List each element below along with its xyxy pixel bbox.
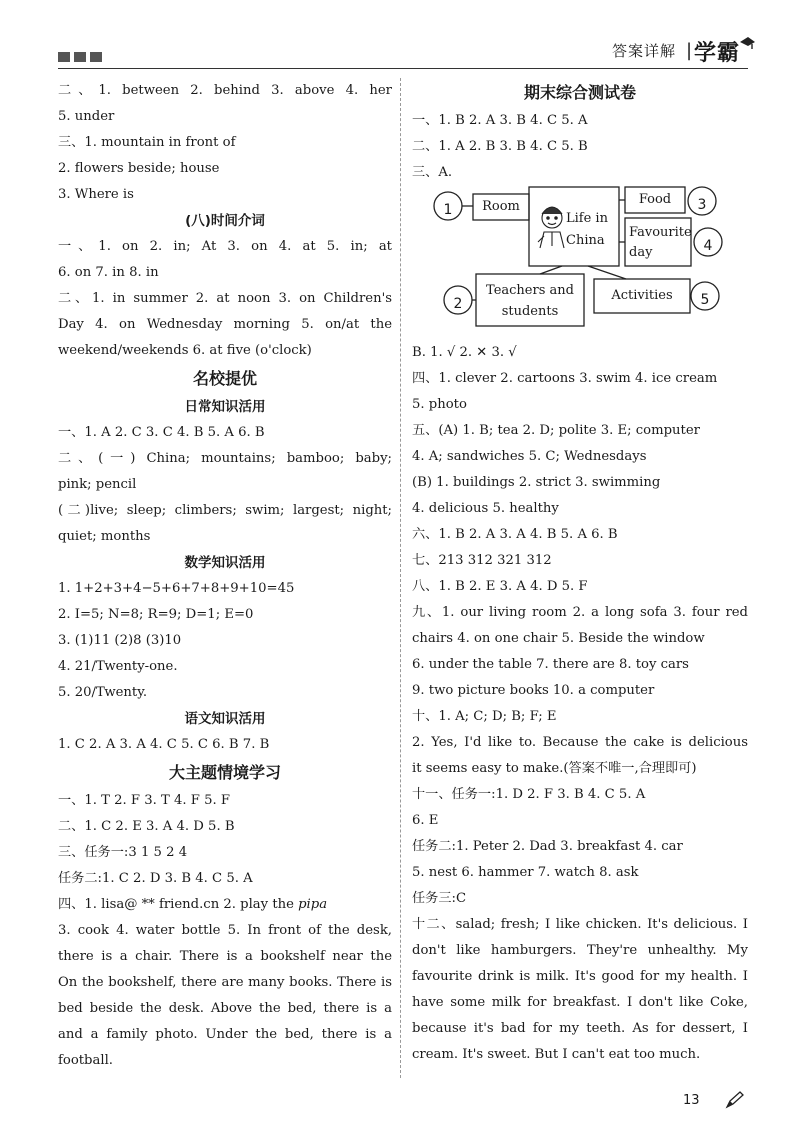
- answer-line: 一、1. A 2. C 3. C 4. B 5. A 6. B: [58, 425, 265, 440]
- answer-line: 十、1. A; C; D; B; F; E: [412, 709, 557, 724]
- header-section-label: 答案详解: [612, 42, 677, 60]
- answer-line: don't like hamburgers. They're unhealthy. My: [412, 943, 748, 958]
- pen-icon: [724, 1090, 746, 1110]
- answer-line: 十一、任务一:1. D 2. F 3. B 4. C 5. A: [412, 787, 646, 802]
- answer-line: 任务二:1. C 2. D 3. B 4. C 5. A: [58, 871, 253, 886]
- boy-icon: [538, 207, 564, 248]
- answer-line: 一、1. on 2. in; At 3. on 4. at 5. in; at: [58, 239, 392, 254]
- answer-line: 4. A; sandwiches 5. C; Wednesdays: [412, 449, 647, 464]
- section-heading: (八)时间介词: [185, 213, 265, 229]
- italic-word: pipa: [298, 897, 328, 912]
- answer-line: 3. (1)11 (2)8 (3)10: [58, 633, 182, 648]
- answer-line: On the bookshelf, there are many books. There is: [58, 975, 392, 990]
- answer-line: 三、任务一:3 1 5 2 4: [58, 845, 188, 860]
- circle-number: 1: [443, 202, 453, 218]
- section-heading: 日常知识活用: [184, 399, 266, 415]
- answer-line: 四、1. clever 2. cartoons 3. swim 4. ice cream: [412, 371, 718, 386]
- answer-line: [58, 892, 392, 918]
- circle-number: 4: [703, 238, 713, 254]
- brand-logo: 学霸: [694, 41, 741, 66]
- answer-line: chairs 4. on one chair 5. Beside the window: [412, 631, 705, 646]
- circle-number: 3: [697, 197, 707, 213]
- answer-line: 六、1. B 2. A 3. A 4. B 5. A 6. B: [412, 527, 618, 542]
- answer-line: 一、1. B 2. A 3. B 4. C 5. A: [412, 113, 588, 128]
- answer-line: and a family photo. Under the bed, there is a: [58, 1027, 392, 1042]
- mind-map-diagram: [412, 186, 748, 340]
- section-title: 名校提优: [192, 369, 257, 388]
- favourite-day-box: Favourite day: [629, 225, 692, 260]
- answer-line: B. 1. √ 2. ✕ 3. √: [412, 345, 517, 360]
- answer-line: (二)live; sleep; climbers; swim; largest; night;: [58, 503, 392, 518]
- answer-line: 2. flowers beside; house: [58, 161, 220, 176]
- answer-line: football.: [58, 1053, 113, 1068]
- answer-line: bed beside the desk. Above the bed, there is a: [58, 1001, 392, 1016]
- answer-line: 十二、salad; fresh; I like chicken. It's delicious. I: [412, 917, 748, 932]
- right-column: [412, 78, 748, 1068]
- answer-line: 任务三:C: [412, 891, 467, 906]
- answer-line: 5. 20/Twenty.: [58, 685, 148, 700]
- circle-number: 5: [700, 292, 710, 308]
- answer-line: 三、1. mountain in front of: [58, 135, 236, 150]
- header-square-icon: [90, 52, 102, 62]
- activities-box: Activities: [611, 288, 673, 303]
- answer-line: 一、1. T 2. F 3. T 4. F 5. F: [58, 793, 231, 808]
- answer-line: cream. It's sweet. But I can't eat too much.: [412, 1047, 701, 1062]
- answer-line: 五、(A) 1. B; tea 2. D; polite 3. E; computer: [412, 423, 700, 438]
- answer-line: 5. photo: [412, 397, 467, 412]
- header-square-icon: [74, 52, 86, 62]
- section-heading: 数学知识活用: [184, 555, 266, 571]
- answer-line: it seems easy to make.(答案不唯一,合理即可): [412, 761, 697, 776]
- answer-line: 二、1. A 2. B 3. B 4. C 5. B: [412, 139, 588, 154]
- answer-line: 二、1. between 2. behind 3. above 4. her: [58, 83, 392, 98]
- answer-line: 七、213 312 321 312: [412, 553, 552, 568]
- answer-line: 2. Yes, I'd like to. Because the cake is delicious: [412, 735, 748, 750]
- answer-line: 二、1. in summer 2. at noon 3. on Children's: [58, 291, 392, 306]
- answer-line: 6. on 7. in 8. in: [58, 265, 159, 280]
- answer-text: 四、1. lisa@ ** friend.cn 2. play the: [58, 897, 299, 912]
- section-heading: 语文知识活用: [184, 711, 266, 727]
- header-square-icon: [58, 52, 70, 62]
- answer-line: there is a chair. There is a bookshelf near the: [58, 949, 392, 964]
- answer-line: 二、1. C 2. E 3. A 4. D 5. B: [58, 819, 235, 834]
- answer-line: 3. cook 4. water bottle 5. In front of the desk,: [58, 923, 392, 938]
- answer-line: 5. under: [58, 109, 115, 124]
- answer-line: (B) 1. buildings 2. strict 3. swimming: [412, 475, 661, 490]
- answer-line: 三、A.: [412, 165, 453, 180]
- answer-line: 6. E: [412, 813, 439, 828]
- answer-line: 3. Where is: [58, 187, 134, 202]
- exam-title: 期末综合测试卷: [523, 83, 636, 102]
- answer-line: Day 4. on Wednesday morning 5. on/at the: [58, 317, 392, 332]
- circle-number: 2: [453, 296, 463, 312]
- page-header: [0, 0, 800, 68]
- answer-line: favourite drink is milk. It's good for my health. I: [412, 969, 748, 984]
- answer-line: 任务二:1. Peter 2. Dad 3. breakfast 4. car: [412, 839, 683, 854]
- answer-line: quiet; months: [58, 529, 151, 544]
- answer-line: because it's bad for my teeth. As for dessert, I: [412, 1021, 748, 1036]
- teachers-box: Teachers and students: [486, 283, 574, 319]
- answer-line: weekend/weekends 6. at five (o'clock): [58, 343, 312, 358]
- graduation-cap-icon: [738, 34, 756, 52]
- center-box-label: Life in China: [566, 211, 608, 248]
- answer-line: 八、1. B 2. E 3. A 4. D 5. F: [412, 579, 588, 594]
- answer-line: 4. delicious 5. healthy: [412, 501, 559, 516]
- answer-line: 6. under the table 7. there are 8. toy cars: [412, 657, 689, 672]
- answer-line: 4. 21/Twenty-one.: [58, 659, 178, 674]
- header-rule: [58, 68, 748, 69]
- left-column: [58, 78, 392, 1074]
- page-number: 13: [683, 1093, 700, 1108]
- room-box: Room: [482, 199, 520, 214]
- answer-line: 9. two picture books 10. a computer: [412, 683, 655, 698]
- answer-line: 二、(一) China; mountains; bamboo; baby;: [58, 451, 392, 466]
- answer-line: 1. 1+2+3+4−5+6+7+8+9+10=45: [58, 581, 295, 596]
- food-box: Food: [638, 192, 672, 207]
- answer-line: 九、1. our living room 2. a long sofa 3. four red: [412, 605, 748, 620]
- answer-line: pink; pencil: [58, 477, 137, 492]
- answer-line: have some milk for breakfast. I don't like Coke,: [412, 995, 748, 1010]
- answer-line: 1. C 2. A 3. A 4. C 5. C 6. B 7. B: [58, 737, 270, 752]
- answer-line: 5. nest 6. hammer 7. watch 8. ask: [412, 865, 639, 880]
- column-divider: [400, 78, 401, 1078]
- answer-line: 2. I=5; N=8; R=9; D=1; E=0: [58, 607, 254, 622]
- header-separator: |: [686, 40, 693, 61]
- section-title: 大主题情境学习: [168, 763, 281, 782]
